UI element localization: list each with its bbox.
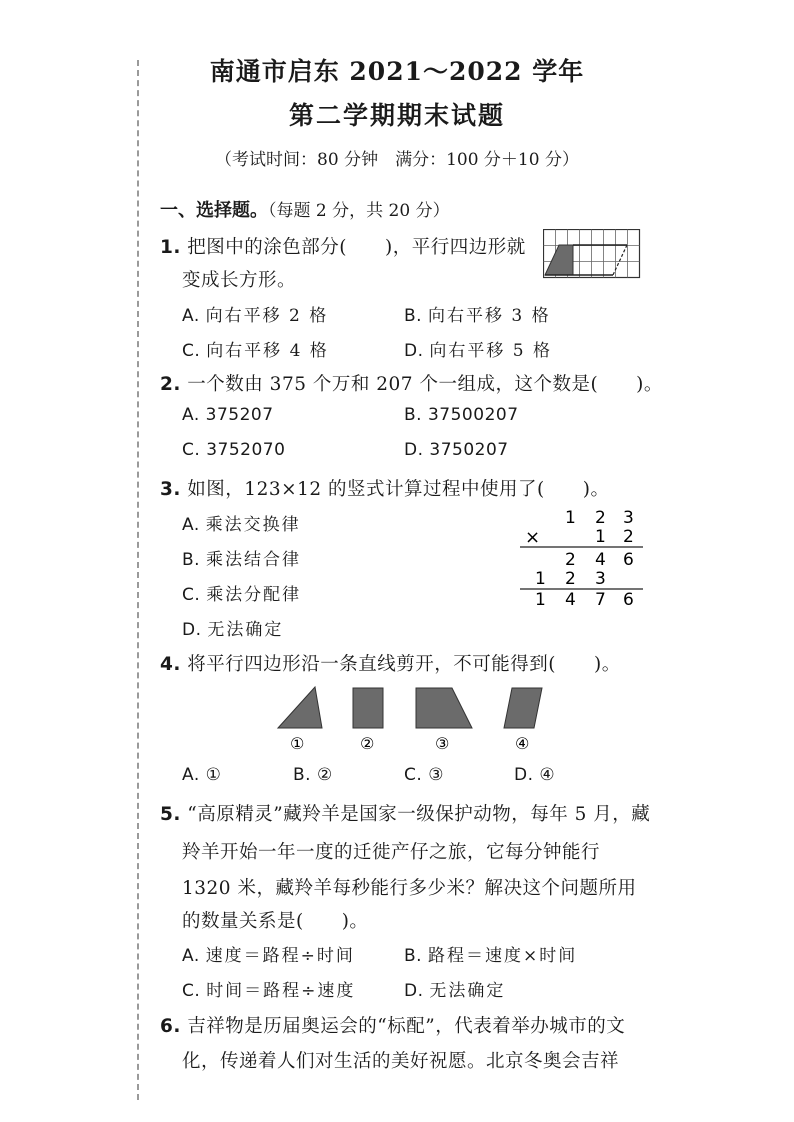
q6-text-line2: 化，传递着人们对生活的美好祝愿。北京冬奥会吉祥 (182, 1051, 620, 1072)
calc-digit: 4 (565, 590, 576, 608)
shape-label-1: ① (290, 734, 305, 753)
calc-digit: 1 (535, 569, 546, 589)
q5-number: 5. (160, 804, 181, 825)
q2-text: 一个数由 375 个万和 207 个一组成，这个数是( )。 (187, 374, 663, 395)
section-heading (160, 196, 450, 222)
q6-number: 6. (160, 1016, 181, 1037)
exam-title-line1: 南通市启东 2021～2022 学年 (209, 57, 585, 86)
q2-option-b[interactable]: B. 37500207 (404, 405, 519, 425)
calc-digit: 1 (565, 508, 576, 528)
q2-option-c[interactable]: C. 3752070 (182, 440, 286, 460)
q3-option-c[interactable]: C. 乘法分配律 (182, 585, 302, 605)
shape-label-2: ② (360, 734, 375, 753)
q3-line (160, 475, 609, 501)
calc-digit: 6 (623, 550, 634, 570)
section-title: 一、选择题。 (160, 200, 268, 221)
q2-line (160, 370, 663, 396)
q5-option-b[interactable]: B. 路程＝速度×时间 (404, 946, 578, 966)
q1-option-d[interactable]: D. 向右平移 5 格 (404, 341, 553, 361)
q4-text: 将平行四边形沿一条直线剪开，不可能得到( )。 (187, 654, 621, 675)
exam-title-line2: 第二学期期末试题 (288, 101, 505, 130)
q1-option-a[interactable]: A. 向右平移 2 格 (182, 306, 329, 326)
q4-shapes (270, 683, 560, 758)
q1-option-c[interactable]: C. 向右平移 4 格 (182, 341, 329, 361)
parallelogram-shape (504, 688, 542, 728)
q5-text-line1: “高原精灵”藏羚羊是国家一级保护动物，每年 5 月，藏 (187, 804, 651, 825)
calc-digit: 7 (595, 590, 606, 608)
calc-digit: 4 (595, 550, 606, 570)
q5-line1 (160, 800, 650, 826)
q5-text-line4: 的数量关系是( )。 (182, 911, 369, 932)
q1-text: 把图中的涂色部分( )，平行四边形就 (187, 237, 526, 258)
calc-digit: 3 (623, 508, 634, 528)
triangle-shape (278, 687, 322, 728)
q5-option-c[interactable]: C. 时间＝路程÷速度 (182, 981, 356, 1001)
q1-grid-figure (543, 229, 641, 281)
q1-line1 (160, 233, 526, 259)
rectangle-shape (353, 688, 383, 728)
calc-digit: 2 (623, 527, 634, 547)
calc-digit: 2 (565, 550, 576, 570)
q2-option-a[interactable]: A. 375207 (182, 405, 274, 425)
q5-option-d[interactable]: D. 无法确定 (404, 981, 506, 1001)
q3-option-b[interactable]: B. 乘法结合律 (182, 550, 301, 570)
q5-text-line2: 羚羊开始一年一度的迁徙产仔之旅，它每分钟能行 (182, 842, 601, 863)
q4-number: 4. (160, 654, 181, 675)
q2-option-d[interactable]: D. 3750207 (404, 440, 509, 460)
q1-number: 1. (160, 237, 181, 258)
q3-text: 如图，123×12 的竖式计算过程中使用了( )。 (187, 479, 610, 500)
calc-digit: 1 (535, 590, 546, 608)
q2-number: 2. (160, 374, 181, 395)
q4-option-d[interactable]: D. ④ (514, 765, 556, 785)
trapezoid-shape (416, 688, 472, 728)
shape-label-4: ④ (515, 734, 530, 753)
calc-times: × (525, 527, 541, 548)
q6-line1 (160, 1012, 625, 1038)
binding-dashed-line (137, 60, 139, 1100)
shape-label-3: ③ (435, 734, 450, 753)
q3-number: 3. (160, 479, 181, 500)
q6-text-line1: 吉祥物是历届奥运会的“标配”，代表着举办城市的文 (187, 1016, 626, 1037)
q4-option-c[interactable]: C. ③ (404, 765, 444, 785)
calc-digit: 1 (595, 527, 606, 547)
exam-time-score: （考试时间：80 分钟 满分：100 分＋10 分） (215, 150, 579, 170)
calc-digit: 2 (565, 569, 576, 589)
q3-option-a[interactable]: A. 乘法交换律 (182, 515, 301, 535)
calc-digit: 2 (595, 508, 606, 528)
calc-digit: 6 (623, 590, 634, 608)
q1-line2: 变成长方形。 (182, 270, 297, 291)
q5-option-a[interactable]: A. 速度＝路程÷时间 (182, 946, 355, 966)
q1-option-b[interactable]: B. 向右平移 3 格 (404, 306, 551, 326)
q5-text-line3: 1320 米，藏羚羊每秒能行多少米？解决这个问题所用 (182, 878, 637, 899)
q4-option-b[interactable]: B. ② (293, 765, 333, 785)
q4-option-a[interactable]: A. ① (182, 765, 222, 785)
section-note: （每题 2 分，共 20 分） (268, 201, 450, 221)
calc-digit: 3 (595, 569, 606, 589)
q4-line (160, 650, 621, 676)
q3-option-d[interactable]: D. 无法确定 (182, 620, 284, 640)
q3-vertical-calculation (515, 505, 645, 608)
